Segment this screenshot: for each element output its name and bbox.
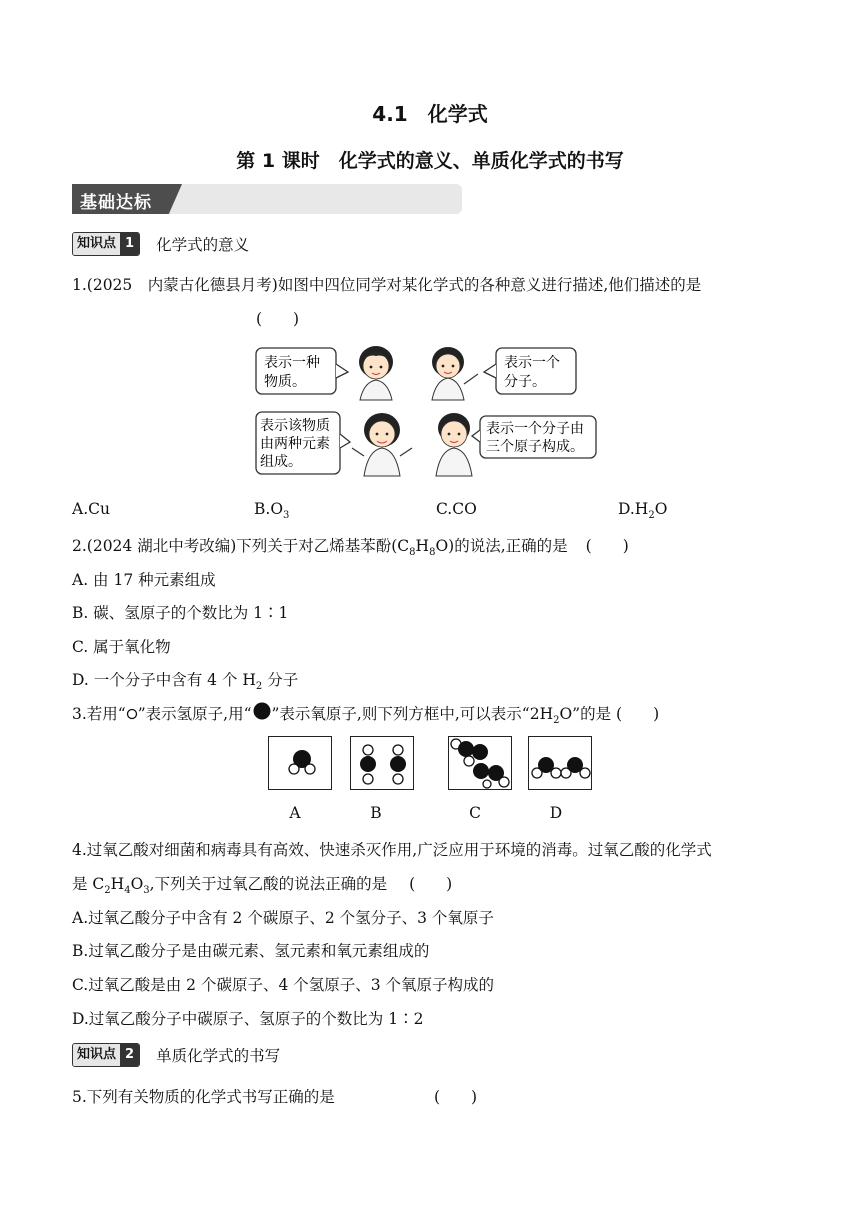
student-girl-2-icon	[432, 347, 478, 400]
molecule-box-b	[350, 736, 414, 790]
bubble-4-line-1: 表示一个分子由	[486, 421, 584, 437]
molecule-label-d: D	[549, 804, 563, 822]
knowledge-point-1	[72, 232, 249, 256]
oxygen-atom-icon	[252, 702, 272, 722]
question-5-blank: ( )	[434, 1088, 478, 1106]
molecule-label-c: C	[469, 804, 481, 822]
badge-number: 1	[120, 233, 139, 255]
question-2-option-c: C. 属于氧化物	[72, 638, 171, 656]
question-1-option-d: $D.H_2O$	[618, 500, 668, 522]
question-1-option-c: C.CO	[436, 500, 477, 518]
question-1-blank: ( )	[256, 310, 300, 328]
knowledge-point-badge	[72, 1043, 140, 1067]
bubble-3-line-1: 表示该物质	[260, 418, 330, 434]
question-5-stem: 5.下列有关物质的化学式书写正确的是	[72, 1088, 335, 1106]
bubble-2-line-1: 表示一个	[504, 355, 560, 371]
speech-bubble-3	[256, 412, 350, 474]
bubble-3-line-2: 由两种元素	[260, 436, 330, 452]
bubble-3-line-3: 组成。	[260, 454, 302, 470]
student-boy-icon	[436, 413, 472, 476]
molecule-box-d	[528, 736, 592, 790]
question-4-stem-line-2: 是 $C_2H_4O_3$,下列关于过氧乙酸的说法正确的是 ( )	[72, 875, 453, 897]
question-1-option-b: $B.O_3$	[254, 500, 290, 522]
badge-text: 知识点	[73, 233, 120, 255]
bubble-2-line-2: 分子。	[504, 374, 546, 390]
question-4-option-a: A.过氧乙酸分子中含有 2 个碳原子、2 个氢分子、3 个氧原子	[72, 909, 494, 927]
molecule-label-b: B	[370, 804, 382, 822]
question-1-stem: 1.(2025 内蒙古化德县月考)如图中四位同学对某化学式的各种意义进行描述,他们描述的是	[72, 276, 702, 294]
molecule-c-diagram	[449, 737, 511, 789]
molecule-label-a: A	[289, 804, 301, 822]
molecule-d-diagram	[529, 737, 591, 789]
knowledge-point-title: 化学式的意义	[156, 236, 250, 254]
speech-bubble-4	[472, 416, 596, 458]
question-2-option-a: A. 由 17 种元素组成	[72, 571, 216, 589]
bubble-1-line-1: 表示一种	[264, 355, 320, 371]
student-girl-3-icon	[352, 413, 412, 476]
knowledge-point-2	[72, 1043, 280, 1067]
question-4-stem-line-1: 4.过氧乙酸对细菌和病毒具有高效、快速杀灭作用,广泛应用于环境的消毒。过氧乙酸的化学式	[72, 841, 712, 859]
page-title: 4.1 化学式	[372, 102, 488, 126]
page-subtitle: 第 1 课时 化学式的意义、单质化学式的书写	[236, 150, 624, 172]
molecule-a-diagram	[269, 737, 331, 789]
question-2-option-d: D. 一个分子中含有 4 个 $H_2$ 分子	[72, 671, 299, 693]
molecule-box-c	[448, 736, 512, 790]
badge-number: 2	[120, 1044, 139, 1066]
question-2-stem: 2.(2024 湖北中考改编)下列关于对乙烯基苯酚$(C_8H_8O)$的说法,正确的是 ( )	[72, 537, 629, 559]
molecule-box-a	[268, 736, 332, 790]
knowledge-point-title: 单质化学式的书写	[156, 1047, 281, 1065]
question-3-stem: 3.若用“ ”表示氢原子,用“ ”表示氧原子,则下列方框中,可以表示“$2H_2O$”的是 ( )	[72, 702, 659, 726]
badge-text: 知识点	[73, 1044, 120, 1066]
student-girl-1-icon	[359, 346, 393, 400]
knowledge-point-badge	[72, 232, 140, 256]
hydrogen-atom-icon	[126, 708, 138, 720]
question-4-option-c: C.过氧乙酸是由 2 个碳原子、4 个氢原子、3 个氧原子构成的	[72, 976, 495, 994]
question-1-illustration	[252, 338, 602, 478]
question-4-option-b: B.过氧乙酸分子是由碳元素、氢元素和氧元素组成的	[72, 942, 430, 960]
bubble-1-line-2: 物质。	[264, 374, 306, 390]
banner-label: 基础达标	[80, 193, 152, 213]
question-2-option-b: B. 碳、氢原子的个数比为 1∶1	[72, 604, 289, 622]
molecule-b-diagram	[351, 737, 413, 789]
question-4-option-d: D.过氧乙酸分子中碳原子、氢原子的个数比为 1∶2	[72, 1010, 424, 1028]
bubble-4-line-2: 三个原子构成。	[486, 439, 584, 455]
question-1-option-a: A.Cu	[72, 500, 110, 518]
speech-bubble-1	[256, 348, 348, 394]
speech-bubble-2	[484, 348, 576, 394]
section-banner	[72, 184, 462, 214]
